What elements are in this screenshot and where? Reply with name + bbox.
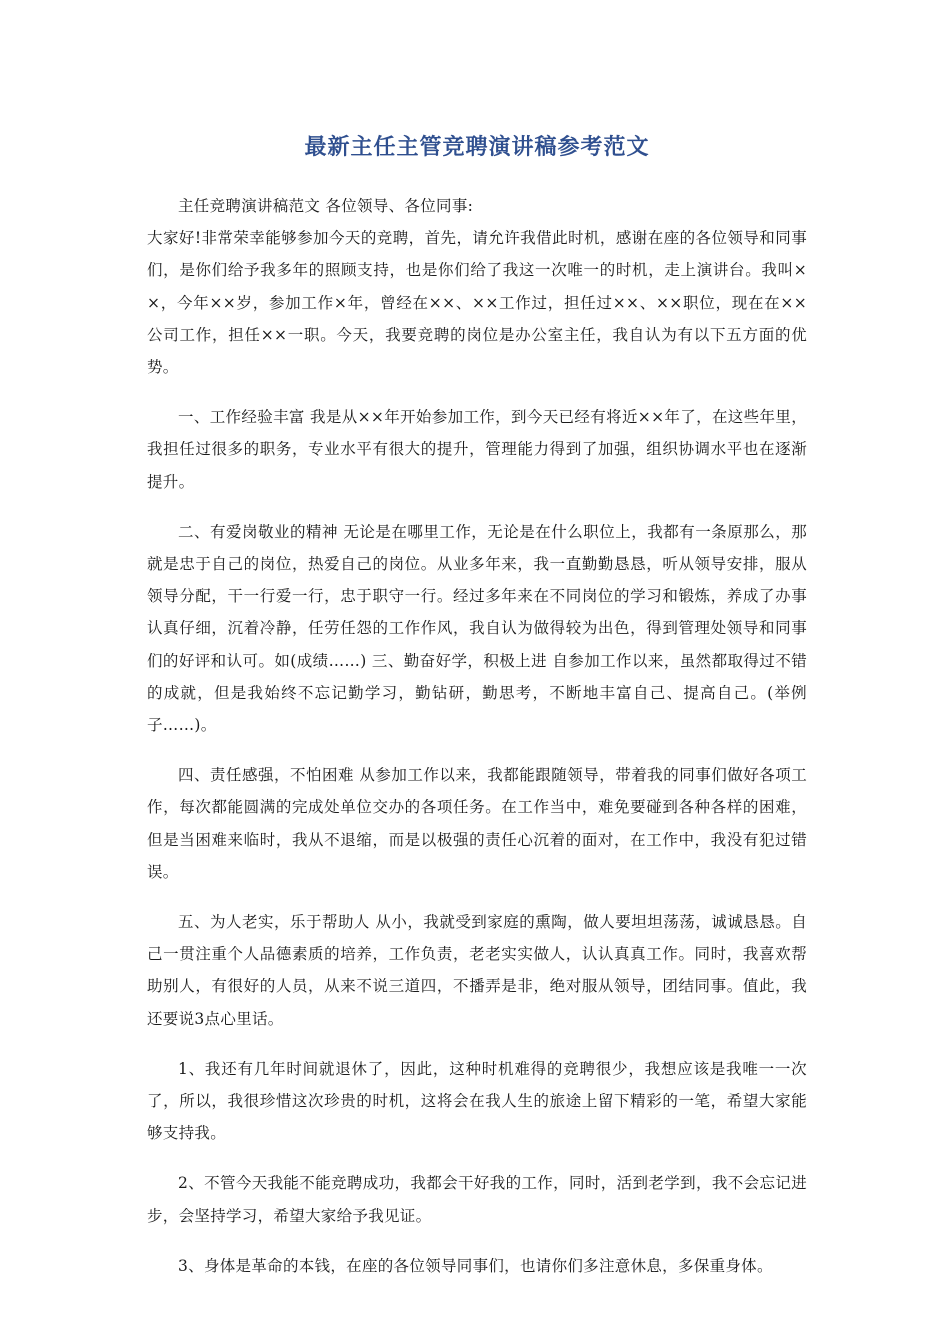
paragraph-experience: 一、工作经验丰富 我是从××年开始参加工作，到今天已经有将近××年了，在这些年里，我担任过很多的职务，专业水平有很大的提升，管理能力得到了加强，组织协调水平也在逐渐提升。 — [147, 408, 807, 491]
paragraph-intro: 大家好!非常荣幸能够参加今天的竞聘，首先，请允许我借此时机，感谢在座的各位领导和同事们，是你们给予我多年的照顾支持，也是你们给了我这一次唯一的时机，走上演讲台。我叫××，今年××岁，参加工作×年，曾经在××、××工作过，担任过××、××职位，现在在××公司工作，担任××一职。今天，我要竞聘的岗位是办公室主任，我自认为有以下五方面的优势。 — [147, 229, 807, 377]
document-page — [147, 128, 807, 1300]
opening-block — [147, 190, 807, 383]
paragraph-point-2: 2、不管今天我能不能竞聘成功，我都会干好我的工作，同时，活到老学到，我不会忘记进步，会坚持学习，希望大家给予我见证。 — [147, 1174, 807, 1225]
salutation: 主任竞聘演讲稿范文 各位领导、各位同事: — [178, 197, 474, 215]
paragraph-point-1: 1、我还有几年时间就退休了，因此，这种时机难得的竞聘很少，我想应该是我唯一一次了，所以，我很珍惜这次珍贵的时机，这将会在我人生的旅途上留下精彩的一笔，希望大家能够支持我。 — [147, 1059, 807, 1143]
paragraph-honesty: 五、为人老实，乐于帮助人 从小，我就受到家庭的熏陶，做人要坦坦荡荡，诚诚恳恳。自己一贯注重个人品德素质的培养，工作负责，老老实实做人，认认真真工作。同时，我喜欢帮助别人，有很好的人员，从来不说三道四，不播弄是非，绝对服从领导，团结同事。值此，我还要说3点心里话。 — [147, 913, 807, 1028]
paragraph-responsibility: 四、责任感强，不怕困难 从参加工作以来，我都能跟随领导，带着我的同事们做好各项工作，每次都能圆满的完成处单位交办的各项任务。在工作当中，难免要碰到各种各样的困难，但是当困难来临时，我从不退缩，而是以极强的责任心沉着的面对，在工作中，我没有犯过错误。 — [147, 766, 807, 881]
paragraph-point-3: 3、身体是革命的本钱，在座的各位领导同事们，也请你们多注意休息，多保重身体。 — [178, 1256, 773, 1275]
document-title: 最新主任主管竞聘演讲稿参考范文 — [304, 135, 650, 160]
paragraph-dedication: 二、有爱岗敬业的精神 无论是在哪里工作，无论是在什么职位上，我都有一条原那么，那就是忠于自己的岗位，热爱自己的岗位。从业多年来，我一直勤勤恳恳，听从领导安排，服从领导分配，干一行爱一行，忠于职守一行。经过多年来在不同岗位的学习和锻炼，养成了办事认真仔细，沉着冷静，任劳任怨的工作作风，我自认为做得较为出色，得到管理处领导和同事们的好评和认可。如(成绩……) 三、勤奋好学，积极上进 自参加工作以来，虽然都取得过不错的成就，但是我始终不忘记勤学习，勤钻研，勤思考，不断地丰富自己、提高自己。(举例子……)。 — [147, 522, 807, 735]
